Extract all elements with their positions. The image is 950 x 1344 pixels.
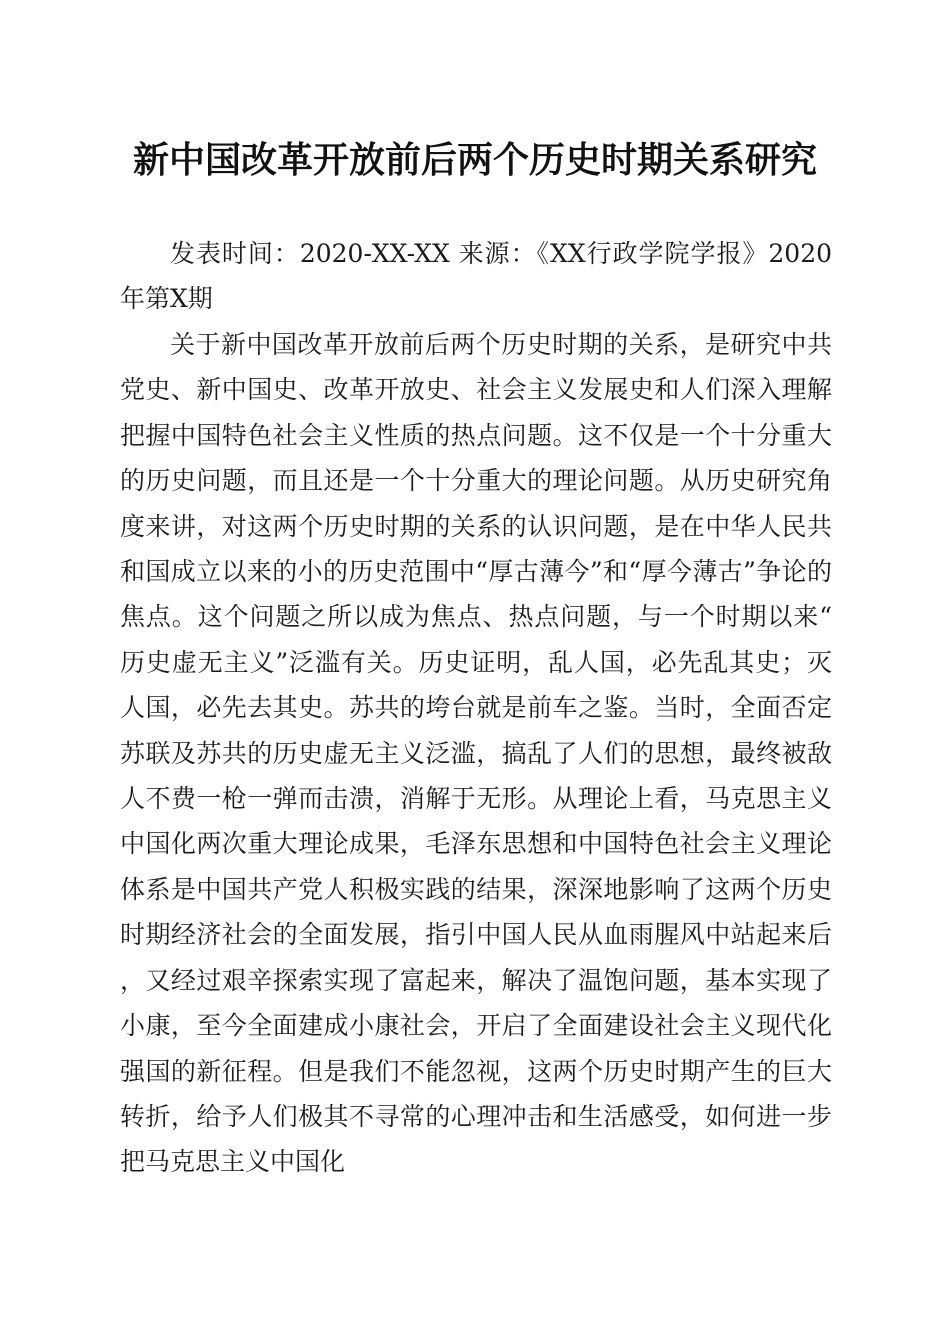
- document-title: 新中国改革开放前后两个历史时期关系研究: [132, 139, 817, 181]
- body-paragraph: 关于新中国改革开放前后两个历史时期的关系，是研究中共党史、新中国史、改革开放史、社会主义发展史和人们深入理解把握中国特色社会主义性质的热点问题。这不仅是一个十分重大的历史问题，而且还是一个十分重大的理论问题。从历史研究角度来讲，对这两个历史时期的关系的认识问题，是在中华人民共和国成立以来的小的历史范围中“厚古薄今”和“厚今薄古”争论的焦点。这个问题之所以成为焦点、热点问题，与一个时期以来“历史虚无主义”泛滥有关。历史证明，乱人国，必先乱其史；灭人国，必先去其史。苏共的垮台就是前车之鉴。当时，全面否定苏联及苏共的历史虚无主义泛滥，搞乱了人们的思想，最终被敌人不费一枪一弹而击溃，消解于无形。从理论上看，马克思主义中国化两次重大理论成果，毛泽东思想和中国特色社会主义理论体系是中国共产党人积极实践的结果，深深地影响了这两个历史时期经济社会的全面发展，指引中国人民从血雨腥风中站起来后，又经过艰辛探索实现了富起来，解决了温饱问题，基本实现了小康，至今全面建成小康社会，开启了全面建设社会主义现代化强国的新征程。但是我们不能忽视，这两个历史时期产生的巨大转折，给予人们极其不寻常的心理冲击和生活感受，如何进一步把马克思主义中国化: [120, 330, 832, 1177]
- publication-info: 发表时间：2020-XX-XX 来源：《XX行政学院学报》2020年第X期: [120, 239, 832, 314]
